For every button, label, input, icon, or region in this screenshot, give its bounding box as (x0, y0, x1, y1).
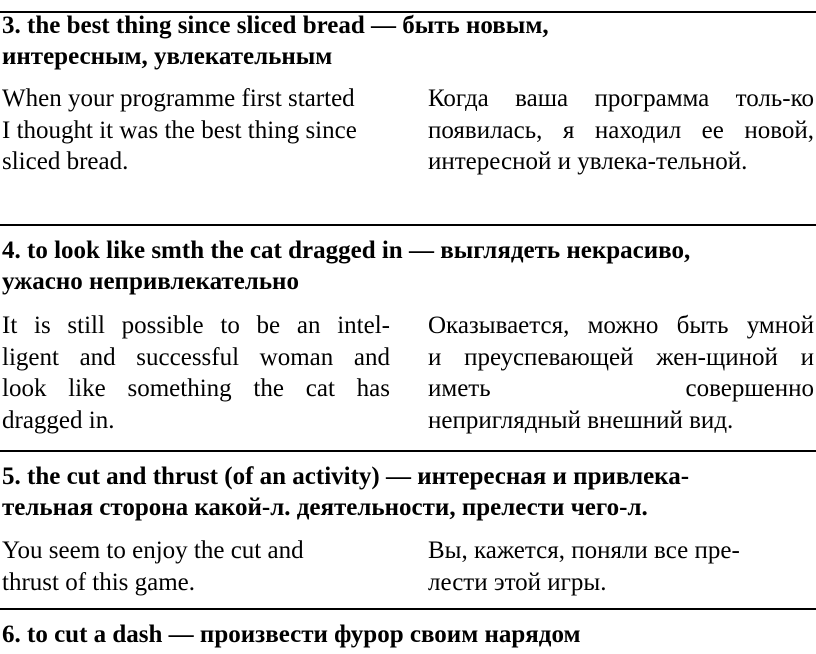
english-example (2, 83, 390, 178)
russian-line: Оказывается, можно быть умной (428, 312, 814, 339)
russian-line: лести этой игры. (428, 568, 607, 596)
heading-line: тельная сторона какой-л. деятельности, прелести чего-л. (2, 494, 648, 521)
heading-line: ужасно непривлекательно (2, 268, 299, 295)
heading-line: 3. the best thing since sliced bread — быть новым, (2, 12, 549, 39)
divider (0, 450, 816, 452)
english-example (2, 535, 390, 598)
russian-line: Когда ваша программа толь-ко (428, 85, 814, 112)
entry-heading (2, 619, 814, 650)
heading-line: 4. to look like smth the cat dragged in — выглядеть некрасиво, (2, 237, 691, 264)
russian-line: Вы, кажется, поняли все пре- (428, 537, 740, 564)
russian-line: неприглядный внешний вид. (428, 406, 734, 434)
english-line: ligent and successful woman and (2, 343, 390, 371)
english-line: look like something the cat has (2, 375, 390, 402)
english-line: You seem to enjoy the cut and (2, 537, 304, 564)
russian-translation (428, 83, 814, 178)
russian-translation (428, 535, 814, 598)
russian-line: интересной и увлека-тельной. (428, 148, 748, 175)
english-example (2, 310, 390, 436)
heading-line: интересным, увлекательным (2, 43, 333, 70)
english-line: thrust of this game. (2, 568, 196, 596)
english-line: It is still possible to be an intel- (2, 312, 390, 339)
entry-heading (2, 10, 814, 72)
russian-line: появилась, я находил ее новой, (428, 116, 814, 144)
divider (0, 608, 816, 610)
russian-line: и преуспевающей жен-щиной и (428, 343, 814, 371)
heading-line: 5. the cut and thrust (of an activity) — интересная и привлека- (2, 463, 690, 490)
entry-heading (2, 235, 814, 297)
heading-line: 6. to cut a dash — произвести фурор своим нарядом (2, 621, 581, 648)
english-line: sliced bread. (2, 148, 129, 175)
english-line: dragged in. (2, 406, 115, 434)
english-line: I thought it was the best thing since (2, 116, 357, 144)
russian-line: иметь совершенно (428, 375, 814, 402)
english-line: When your programme first started (2, 85, 355, 112)
divider (0, 224, 816, 226)
entry-heading (2, 461, 814, 523)
russian-translation (428, 310, 814, 436)
